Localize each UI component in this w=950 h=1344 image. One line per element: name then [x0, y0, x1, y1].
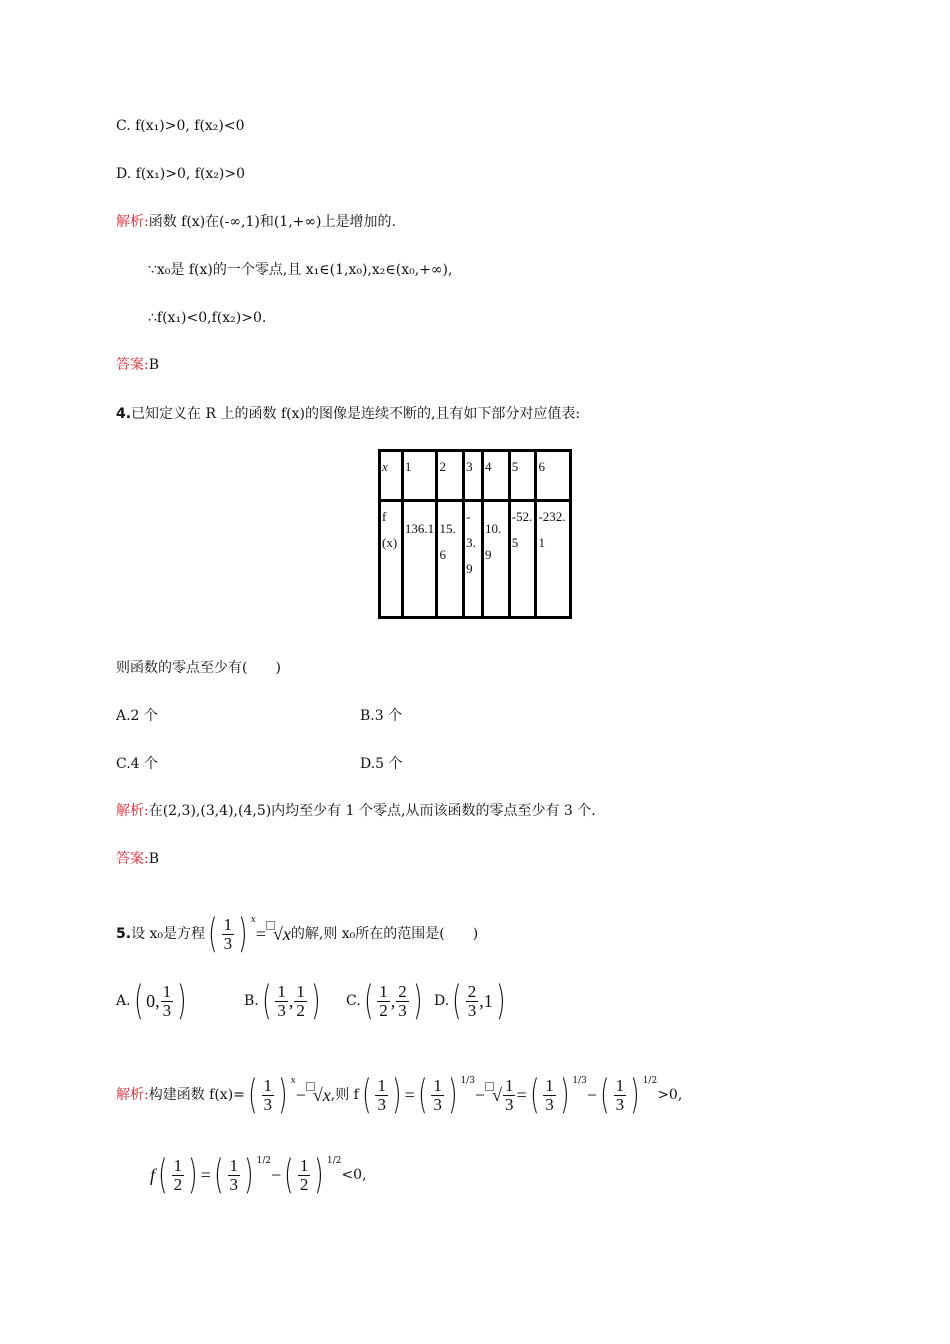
- table-cell: f(x): [380, 501, 403, 618]
- analysis-line: [116, 212, 396, 232]
- analysis-end-1: >0,: [657, 1087, 683, 1103]
- answer-line: [116, 849, 159, 869]
- option-c: C.( $\frac{1}{2}$ , $\frac{2}{3}$ ): [346, 978, 423, 1024]
- analysis-label: 解析:: [116, 214, 149, 230]
- value-table: [378, 449, 572, 619]
- question-5-stem: 5.设 x₀是方程( $\frac{1}{3}$ ) $^x$= √x的解,则 x₀所在的范围是( ): [116, 911, 479, 957]
- analysis-label: 解析:: [116, 803, 149, 819]
- analysis-line: 解析:构建函数 f(x)=( $\frac{1}{3}$ ) $^x$− √x,则 f( $\frac{1}{3}$ ) =( $\frac{1}{3}$ ) $^{1/3}$− √ $\frac{1}{3}$ =( $\frac{1}{3}$ ) $^{1/3}$−( $\frac{1}{3}$ ) $^{1/2}$>0,: [116, 1072, 683, 1118]
- analysis-step: f( $\frac{1}{2}$ ) =( $\frac{1}{3}$ ) $^{1/2}$−( $\frac{1}{2}$ ) $^{1/2}$<0,: [150, 1152, 367, 1198]
- option-b: B.( $\frac{1}{3}$ , $\frac{1}{2}$ ): [244, 978, 321, 1024]
- option-d: D.5 个: [360, 756, 403, 772]
- table-cell: x: [380, 451, 403, 501]
- answer-value: B: [148, 357, 160, 373]
- answer-value: B: [148, 851, 160, 867]
- fraction: $\frac{1}{3}$: [223, 914, 233, 953]
- option-c: C.4 个: [116, 756, 159, 772]
- analysis-text: 函数 f(x)在(-∞,1)和(1,+∞)上是增加的.: [148, 214, 396, 230]
- option-d: D. f(x₁)>0, f(x₂)>0: [116, 166, 246, 182]
- question-text: 已知定义在 R 上的函数 f(x)的图像是连续不断的,且有如下部分对应值表:: [131, 406, 581, 422]
- analysis-text: 在(2,3),(3,4),(4,5)内均至少有 1 个零点,从而该函数的零点至少有 3 个.: [148, 803, 596, 819]
- analysis-text: 构建函数 f(x)=: [148, 1087, 245, 1103]
- answer-line: [116, 355, 159, 375]
- options-row-ab: [116, 706, 403, 726]
- table-cell: 10.9: [483, 501, 510, 618]
- table-cell: -52.5: [509, 501, 536, 618]
- question-number: 4.: [116, 406, 132, 422]
- question-4-stem: [116, 404, 580, 424]
- analysis-label: 解析:: [116, 1087, 149, 1103]
- table-cell: -3.9: [464, 501, 483, 618]
- table-cell: 6: [536, 451, 571, 501]
- question-text: 设 x₀是方程: [131, 926, 206, 942]
- option-a: A.2 个: [116, 708, 158, 724]
- table-cell: 5: [509, 451, 536, 501]
- table-cell: 15.6: [437, 501, 464, 618]
- option-a: A.( 0, $\frac{1}{3}$ ): [116, 978, 187, 1024]
- analysis-line: [116, 801, 596, 821]
- table-cell: 4: [483, 451, 510, 501]
- table-cell: 136.1: [402, 501, 437, 618]
- question-text-end: 的解,则 x₀所在的范围是( ): [290, 926, 479, 942]
- answer-label: 答案:: [116, 357, 149, 373]
- table-cell: 3: [464, 451, 483, 501]
- analysis-step-2: ∴f(x₁)<0,f(x₂)>0.: [148, 310, 267, 326]
- answer-label: 答案:: [116, 851, 149, 867]
- analysis-step-1: ∵x₀是 f(x)的一个零点,且 x₁∈(1,x₀),x₂∈(x₀,+∞),: [148, 262, 453, 278]
- table-cell: -232.1: [536, 501, 571, 618]
- options-row-cd: [116, 754, 403, 774]
- analysis-end-2: <0,: [341, 1167, 367, 1183]
- table-row: [380, 451, 571, 501]
- option-d: D.( $\frac{2}{3}$ ,1): [434, 978, 506, 1024]
- option-c: C. f(x₁)>0, f(x₂)<0: [116, 118, 245, 134]
- question-number: 5.: [116, 926, 132, 942]
- option-b: B.3 个: [360, 708, 403, 724]
- analysis-text-2: ,则 f: [330, 1087, 359, 1103]
- table-cell: 1: [402, 451, 437, 501]
- table-row: [380, 501, 571, 618]
- question-4-ask: 则函数的零点至少有( ): [116, 660, 281, 676]
- table-cell: 2: [437, 451, 464, 501]
- options-row: [116, 976, 506, 1026]
